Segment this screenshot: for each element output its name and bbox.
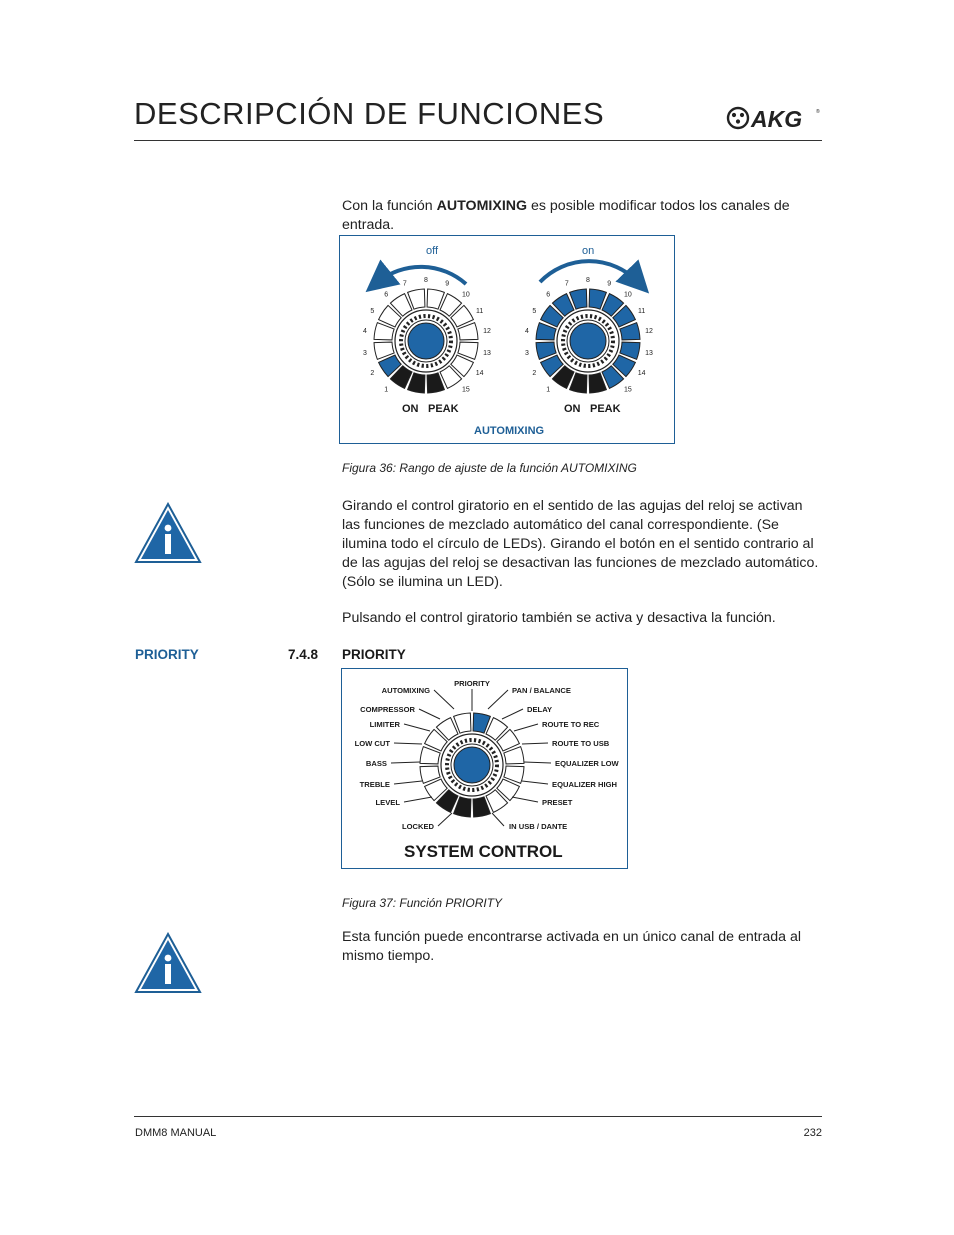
knob-off-number: 5	[370, 308, 375, 315]
function-label: ROUTE TO REC	[542, 720, 600, 729]
leader-line	[512, 797, 538, 802]
intro-text-1: Con la función	[342, 198, 437, 214]
function-label: LOW CUT	[354, 739, 390, 748]
intro-bold: AUTOMIXING	[436, 198, 528, 214]
on-label: on	[582, 245, 595, 257]
leader-line	[419, 709, 440, 719]
function-label: LOCKED	[401, 822, 434, 831]
knob-off-number: 8	[424, 277, 428, 284]
knob-on-number: 9	[607, 280, 612, 288]
peak-label-right: PEAK	[590, 403, 621, 415]
function-label: LEVEL	[375, 798, 400, 807]
page-title: DESCRIPCIÓN DE FUNCIONES	[134, 96, 605, 131]
leader-line	[434, 690, 454, 709]
leader-line	[502, 709, 523, 719]
function-label: EQUALIZER HIGH	[552, 780, 617, 789]
intro-paragraph	[342, 197, 822, 235]
function-label: IN USB / DANTE	[509, 822, 568, 831]
priority-label: PRIORITY	[454, 679, 490, 688]
knob-off-number: 2	[370, 370, 375, 377]
knob-on-number: 5	[532, 308, 537, 315]
page-number: 232	[803, 1127, 822, 1139]
leader-line	[488, 690, 508, 709]
knob-off-number: 9	[445, 280, 450, 288]
knob-off-number: 1	[384, 386, 389, 394]
knob-on-number: 6	[546, 291, 551, 299]
function-label: BASS	[365, 759, 387, 768]
knob-priority-button	[454, 747, 490, 783]
function-label: LIMITER	[369, 720, 400, 729]
priority-diagram	[342, 669, 627, 868]
knob-on	[525, 277, 653, 393]
knob-on-number: 8	[586, 277, 590, 284]
knob-on-number: 4	[524, 328, 529, 336]
knob-off-number: 14	[475, 370, 484, 377]
function-label: PRESET	[542, 798, 573, 807]
info-paragraph-3: Esta función puede encontrarse activada en un único canal de entrada al mismo tiempo.	[342, 929, 802, 964]
leader-line	[404, 797, 432, 802]
knob-off-number: 4	[362, 328, 367, 336]
knob-off-number: 7	[402, 280, 407, 288]
function-label: AUTOMIXING	[381, 686, 430, 695]
leader-line	[522, 743, 548, 744]
svg-text:AKG: AKG	[751, 106, 803, 132]
on-label-right: ON	[564, 403, 581, 415]
figure36-caption: Figura 36: Rango de ajuste de la función AUTOMIXING	[342, 461, 637, 475]
knob-on-number: 10	[623, 291, 632, 299]
section-number: 7.4.8	[288, 647, 319, 662]
function-label: COMPRESSOR	[360, 705, 415, 714]
knob-off-number: 13	[483, 349, 491, 357]
off-arrow	[378, 267, 466, 284]
figure-automixing	[339, 235, 675, 444]
on-label-left: ON	[402, 403, 419, 415]
figure37-caption: Figura 37: Función PRIORITY	[342, 896, 503, 910]
knob-off	[363, 277, 491, 393]
leader-line	[514, 724, 538, 731]
info-paragraph-2: Pulsando el control giratorio también se activa y desactiva la función.	[342, 610, 776, 626]
leader-line	[394, 743, 422, 744]
footer-manual: DMM8 MANUAL	[135, 1127, 217, 1139]
leader-line	[524, 762, 551, 763]
leader-line	[404, 724, 430, 731]
knob-priority	[420, 713, 524, 817]
function-label: DELAY	[527, 705, 553, 714]
knob-off-number: 6	[384, 291, 389, 299]
knob-on-number: 3	[524, 349, 529, 357]
info-icon-2	[134, 932, 202, 994]
leader-line	[522, 781, 548, 784]
knob-on-number: 12	[645, 328, 653, 336]
intro-text-2: es posible modificar todos los canales de entrada.	[342, 198, 790, 233]
function-label: ROUTE TO USB	[552, 739, 610, 748]
knob-on-number: 2	[532, 370, 537, 377]
off-label: off	[426, 245, 439, 257]
knob-off-number: 3	[362, 349, 367, 357]
knob-on-button	[570, 323, 606, 359]
svg-text:®: ®	[816, 109, 820, 115]
automixing-label: AUTOMIXING	[474, 425, 545, 437]
function-label: EQUALIZER LOW	[555, 759, 619, 768]
header-rule	[134, 140, 822, 141]
system-control-label: SYSTEM CONTROL	[404, 842, 563, 861]
section-side-label: PRIORITY	[135, 647, 199, 662]
knob-off-number: 10	[461, 291, 470, 299]
footer-rule	[134, 1116, 822, 1117]
knob-on-number: 7	[564, 280, 569, 288]
function-label: TREBLE	[359, 780, 390, 789]
knob-on-number: 11	[638, 308, 646, 315]
akg-logo	[726, 104, 824, 132]
knob-off-number: 12	[483, 328, 491, 336]
leader-line	[394, 781, 422, 784]
function-label: PAN / BALANCE	[512, 686, 571, 695]
leader-line	[438, 813, 452, 826]
knob-off-number: 15	[461, 386, 470, 394]
info-paragraph-1: Girando el control giratorio en el sentido de las agujas del reloj se activan las funciones de mezclado automático del canal correspondiente. (Se ilumina todo el círculo de LEDs). Girando el botón en el sentido contrario al de las agujas del reloj se desactivan las funciones de mezclado automático. (Sólo se ilumina un LED).	[342, 498, 819, 590]
peak-label-left: PEAK	[428, 403, 459, 415]
knob-on-number: 13	[645, 349, 653, 357]
knob-on-number: 15	[623, 386, 632, 394]
knob-on-number: 1	[546, 386, 551, 394]
figure-priority	[341, 668, 628, 869]
leader-line	[391, 762, 420, 763]
leader-line	[492, 813, 504, 826]
automixing-diagram	[340, 236, 674, 443]
knob-on-number: 14	[637, 370, 646, 377]
knob-off-button	[408, 323, 444, 359]
info-icon	[134, 502, 202, 564]
section-title: PRIORITY	[342, 647, 406, 662]
knob-off-number: 11	[476, 308, 484, 315]
